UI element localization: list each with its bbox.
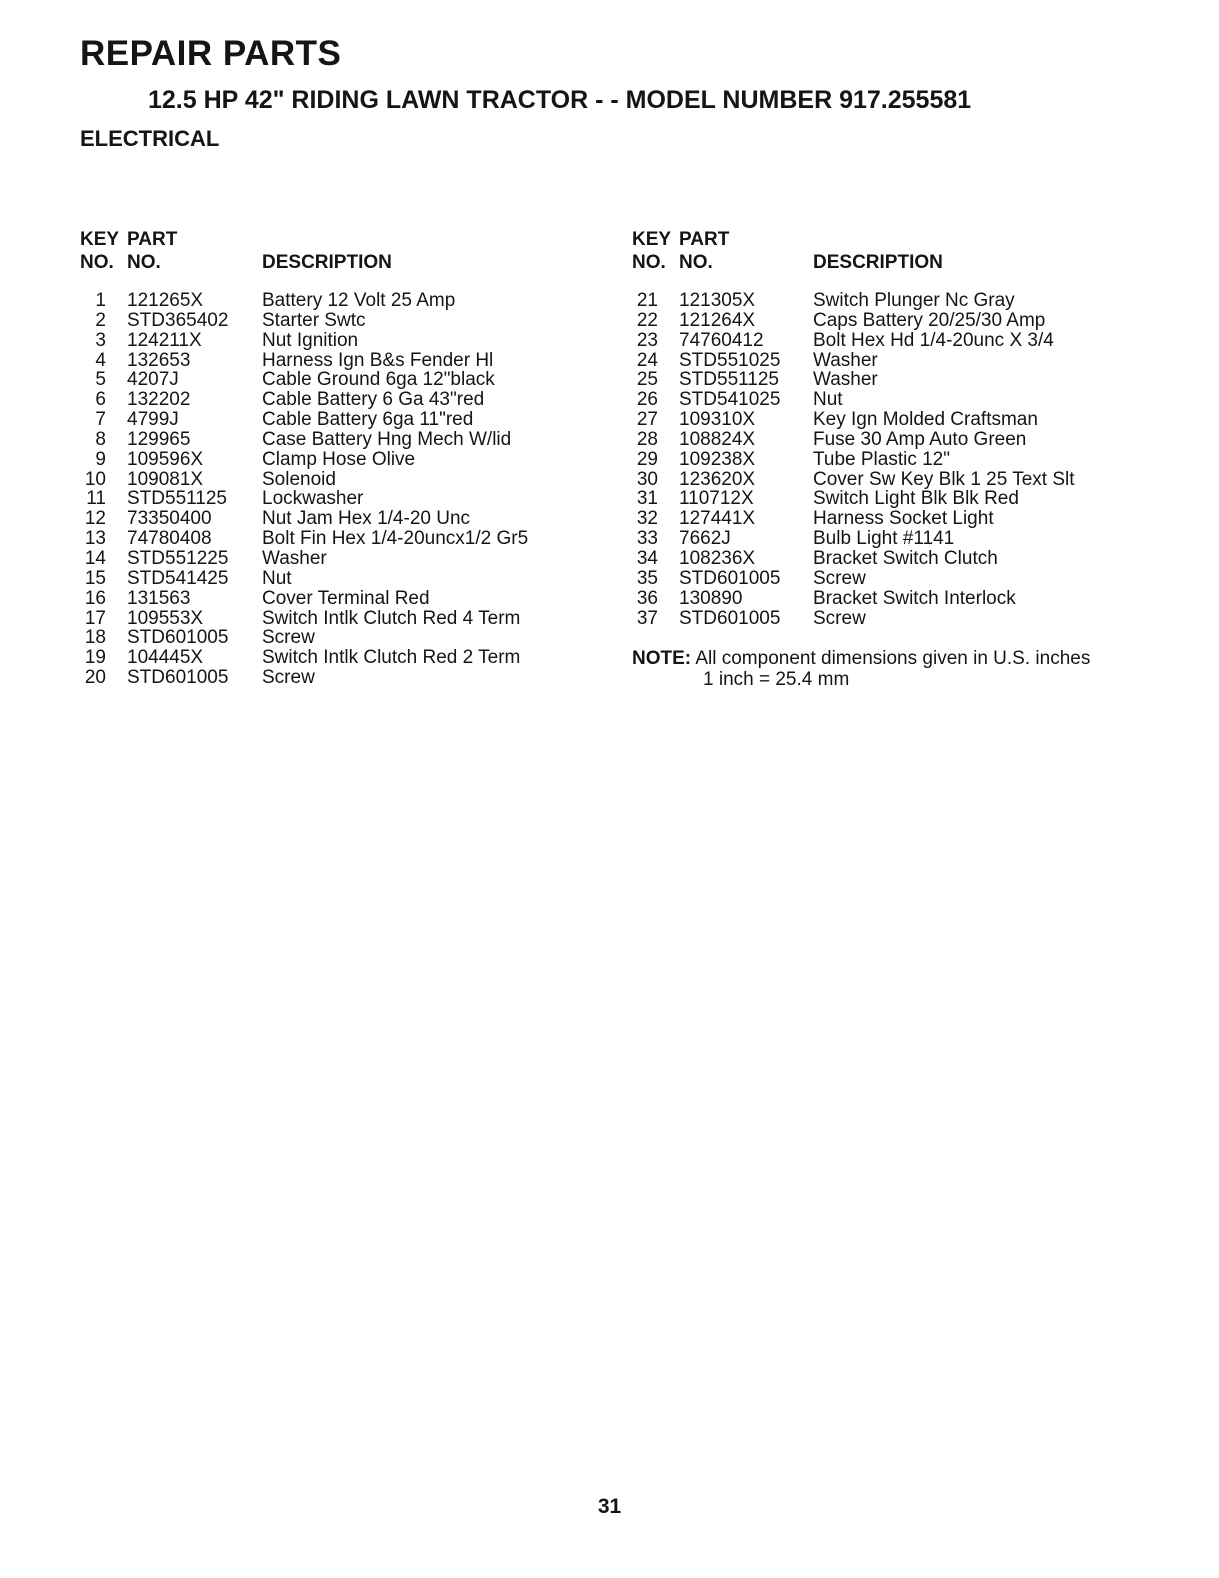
part-description: Starter Swtc	[262, 309, 366, 331]
part-description: Cable Battery 6 Ga 43"red	[262, 389, 485, 411]
section-heading: ELECTRICAL	[80, 126, 220, 151]
part-description: Nut	[262, 567, 292, 589]
part-number: 132202	[127, 389, 191, 411]
key-number: 4	[95, 349, 106, 371]
part-number: 4799J	[127, 409, 179, 431]
part-number: STD551125	[679, 369, 779, 391]
key-number: 6	[95, 389, 106, 411]
key-number: 20	[84, 667, 106, 689]
part-description: Cable Ground 6ga 12"black	[262, 369, 495, 391]
part-description: Fuse 30 Amp Auto Green	[813, 428, 1027, 450]
key-number: 33	[636, 528, 658, 550]
key-number: 32	[636, 508, 658, 530]
key-number: 30	[636, 468, 658, 490]
part-number: 109553X	[127, 607, 204, 629]
part-number: 74760412	[679, 329, 764, 351]
key-header-top: KEY	[632, 229, 672, 250]
part-description: Bracket Switch Interlock	[813, 587, 1016, 609]
part-number: 123620X	[679, 468, 756, 490]
key-number: 18	[84, 627, 106, 649]
part-number: STD601005	[127, 627, 229, 649]
part-description: Case Battery Hng Mech W/lid	[262, 428, 512, 450]
part-description: Switch Plunger Nc Gray	[813, 290, 1015, 311]
part-description: Harness Socket Light	[813, 508, 994, 530]
key-number: 36	[636, 587, 658, 609]
part-description: Switch Intlk Clutch Red 2 Term	[262, 647, 521, 669]
part-description: Washer	[262, 547, 327, 569]
part-number: 109238X	[679, 448, 756, 470]
part-number: 110712X	[679, 488, 754, 510]
part-description: Screw	[262, 627, 315, 649]
key-number: 26	[636, 389, 658, 411]
part-description: Cover Terminal Red	[262, 587, 430, 609]
note-text: All component dimensions given in U.S. inches	[695, 648, 1091, 669]
part-number: 109081X	[127, 468, 204, 490]
part-number: 109310X	[679, 409, 756, 431]
key-number: 2	[95, 309, 106, 331]
key-number: 21	[636, 290, 658, 311]
part-number: 109596X	[127, 448, 204, 470]
part-number: STD601005	[679, 567, 781, 589]
key-number: 29	[636, 448, 658, 470]
part-number: STD601005	[679, 607, 781, 629]
key-number: 19	[84, 647, 106, 669]
key-number: 10	[84, 468, 106, 490]
note-label: NOTE:	[632, 648, 692, 669]
page-title: REPAIR PARTS	[80, 34, 342, 73]
part-number: 121305X	[679, 290, 756, 311]
part-number: 130890	[679, 587, 743, 609]
note-conversion: 1 inch = 25.4 mm	[703, 669, 850, 690]
page-number: 31	[597, 1495, 622, 1518]
part-number: STD541025	[679, 389, 781, 411]
part-header-top: PART	[679, 229, 730, 250]
part-description: Harness Ign B&s Fender Hl	[262, 349, 494, 371]
part-number: 73350400	[127, 508, 212, 530]
key-number: 11	[86, 488, 106, 510]
part-header-bottom: NO.	[679, 252, 713, 273]
key-number: 25	[636, 369, 658, 391]
description-header: DESCRIPTION	[813, 252, 943, 273]
part-number: STD365402	[127, 309, 229, 331]
part-number: STD551225	[127, 547, 229, 569]
part-description: Battery 12 Volt 25 Amp	[262, 290, 456, 311]
part-description: Switch Intlk Clutch Red 4 Term	[262, 607, 521, 629]
part-description: Washer	[813, 349, 878, 371]
part-number: STD551125	[127, 488, 227, 510]
key-number: 22	[636, 309, 658, 331]
description-header: DESCRIPTION	[262, 252, 392, 273]
dimension-note	[632, 648, 1090, 690]
key-number: 34	[636, 547, 658, 569]
key-number: 17	[84, 607, 106, 629]
part-description: Bolt Fin Hex 1/4-20uncx1/2 Gr5	[262, 528, 529, 550]
part-description: Bulb Light #1141	[813, 528, 955, 550]
part-number: 129965	[127, 428, 191, 450]
part-description: Screw	[813, 607, 866, 629]
part-number: 124211X	[127, 329, 202, 351]
key-number: 16	[84, 587, 106, 609]
part-description: Lockwasher	[262, 488, 364, 510]
key-number: 15	[84, 567, 106, 589]
part-number: 4207J	[127, 369, 179, 391]
part-number: 132653	[127, 349, 191, 371]
key-number: 24	[636, 349, 658, 371]
part-description: Switch Light Blk Blk Red	[813, 488, 1019, 510]
part-header-bottom: NO.	[127, 252, 161, 273]
key-number: 14	[84, 547, 106, 569]
key-number: 7	[95, 409, 106, 431]
key-header-bottom: NO.	[80, 252, 114, 273]
part-header-top: PART	[127, 229, 178, 250]
part-description: Nut	[813, 389, 843, 411]
part-description: Bracket Switch Clutch	[813, 547, 998, 569]
part-description: Washer	[813, 369, 878, 391]
key-number: 35	[636, 567, 658, 589]
part-number: 127441X	[679, 508, 756, 530]
part-number: 108824X	[679, 428, 756, 450]
key-number: 8	[95, 428, 106, 450]
key-number: 13	[84, 528, 106, 550]
part-description: Cable Battery 6ga 11"red	[262, 409, 474, 431]
key-number: 12	[84, 508, 106, 530]
key-number: 9	[95, 448, 106, 470]
part-description: Tube Plastic 12"	[813, 448, 950, 470]
part-description: Nut Jam Hex 1/4-20 Unc	[262, 508, 471, 530]
key-number: 1	[95, 290, 106, 311]
part-number: 7662J	[679, 528, 731, 550]
part-number: 131563	[127, 587, 191, 609]
key-header-bottom: NO.	[632, 252, 666, 273]
part-description: Screw	[813, 567, 866, 589]
part-description: Nut Ignition	[262, 329, 359, 351]
part-number: 121265X	[127, 290, 204, 311]
part-description: Caps Battery 20/25/30 Amp	[813, 309, 1046, 331]
key-header-top: KEY	[80, 229, 120, 250]
key-number: 5	[95, 369, 106, 391]
part-number: STD541425	[127, 567, 229, 589]
key-number: 37	[636, 607, 658, 629]
part-number: 121264X	[679, 309, 756, 331]
key-number: 3	[95, 329, 106, 351]
part-number: STD551025	[679, 349, 781, 371]
part-number: 74780408	[127, 528, 212, 550]
model-subtitle: 12.5 HP 42" RIDING LAWN TRACTOR - - MODEL NUMBER 917.255581	[148, 86, 972, 114]
part-description: Key Ign Molded Craftsman	[813, 409, 1038, 431]
part-description: Solenoid	[262, 468, 336, 490]
key-number: 27	[636, 409, 658, 431]
part-description: Clamp Hose Olive	[262, 448, 416, 470]
part-number: 104445X	[127, 647, 204, 669]
part-description: Bolt Hex Hd 1/4-20unc X 3/4	[813, 329, 1054, 351]
part-number: STD601005	[127, 667, 229, 689]
key-number: 28	[636, 428, 658, 450]
part-description: Cover Sw Key Blk 1 25 Text Slt	[813, 468, 1075, 490]
key-number: 23	[636, 329, 658, 351]
key-number: 31	[636, 488, 658, 510]
part-number: 108236X	[679, 547, 756, 569]
part-description: Screw	[262, 667, 315, 689]
